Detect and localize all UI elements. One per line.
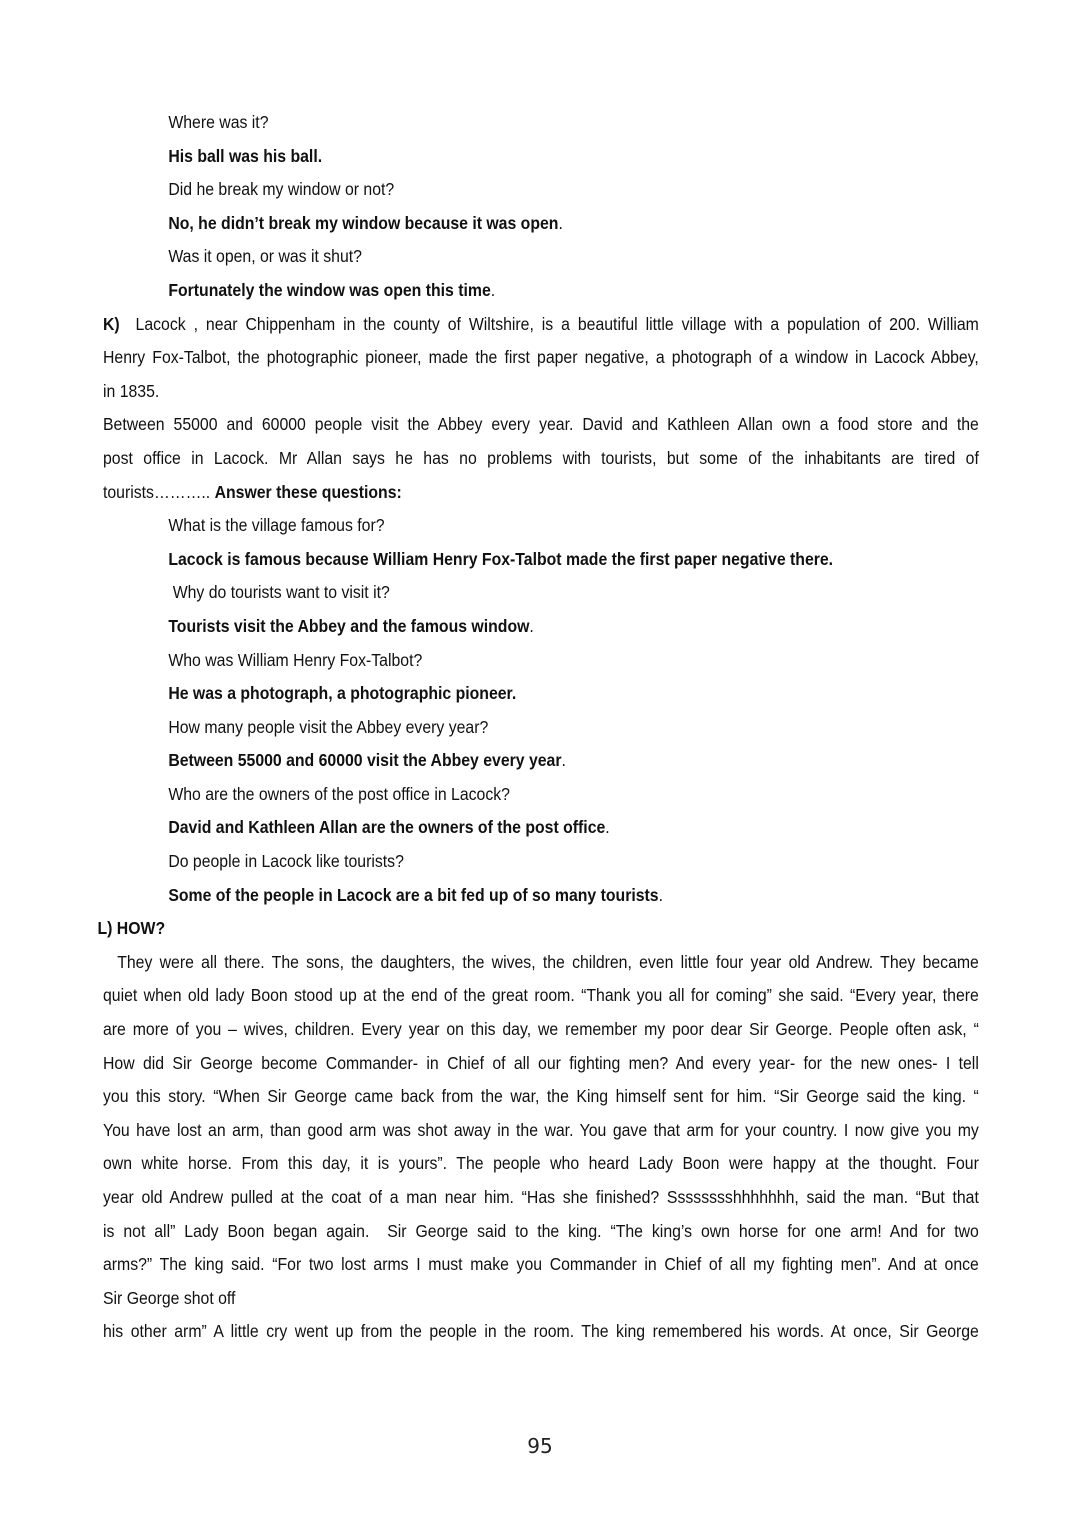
question: What is the village famous for? <box>168 515 385 536</box>
story-line: Sir George shot off <box>103 1287 236 1308</box>
section-k-line: post office in Lacock. Mr Allan says he has no problems with tourists, but some of the inhabitants are tired of <box>103 447 979 468</box>
story-line: own white horse. From this day, it is yours”. The people who heard Lady Boon were happy at the thought. Four <box>103 1153 979 1174</box>
qa-list <box>103 509 979 912</box>
story-line: year old Andrew pulled at the coat of a man near him. “Has she finished? Sssssssshhhhhhh, said the man. “But that <box>103 1187 979 1207</box>
answer: Tourists visit the Abbey and the famous window. <box>168 615 534 636</box>
section-l-heading: L) HOW? <box>97 918 166 939</box>
section-k <box>103 308 979 510</box>
story-line: arms?” The king said. “For two lost arms I must make you Commander in Chief of all my fighting men”. And at once <box>103 1254 979 1275</box>
answer: Lacock is famous because William Henry Fox-Talbot made the first paper negative there. <box>168 548 834 569</box>
dialogue-answer: His ball was his ball. <box>168 145 323 166</box>
section-k-label: K) <box>103 313 120 334</box>
story-line: is not all” Lady Boon began again. Sir George said to the king. “The king’s own horse for one arm! And for two <box>103 1220 979 1241</box>
section-k-instruction: Answer these questions: <box>214 481 402 502</box>
question: Who are the owners of the post office in Lacock? <box>168 783 510 804</box>
section-k-line: Between 55000 and 60000 people visit the Abbey every year. David and Kathleen Allan own a food store and the <box>103 414 979 435</box>
dialogue-answer: Fortunately the window was open this time. <box>168 279 496 300</box>
answer: Some of the people in Lacock are a bit fed up of so many tourists. <box>168 884 663 905</box>
story-line: You have lost an arm, than good arm was shot away in the war. You gave that arm for your country. I now give you my <box>103 1119 979 1140</box>
page-number: 95 <box>527 1434 553 1458</box>
story-line: How did Sir George become Commander- in Chief of all our fighting men? And every year- for the new ones- I tell <box>103 1052 979 1073</box>
section-l-story <box>103 946 979 1349</box>
question: How many people visit the Abbey every year? <box>168 716 489 737</box>
story-line: you this story. “When Sir George came back from the war, the King himself sent for him. “Sir George said the king. “ <box>103 1086 979 1107</box>
section-k-line: in 1835. <box>103 380 160 401</box>
dialogue-top <box>103 106 979 308</box>
dialogue-line: Did he break my window or not? <box>168 179 395 200</box>
question: Who was William Henry Fox-Talbot? <box>168 649 423 670</box>
answer: David and Kathleen Allan are the owners of the post office. <box>168 817 610 838</box>
dialogue-answer: No, he didn’t break my window because it was open. <box>168 212 563 233</box>
answer: He was a photograph, a photographic pioneer. <box>168 683 517 704</box>
page-content <box>97 106 979 1349</box>
story-line: quiet when old lady Boon stood up at the end of the great room. “Thank you all for coming” she said. “Every year, there <box>103 985 979 1006</box>
dialogue-line: Was it open, or was it shut? <box>168 246 362 267</box>
section-k-line: Henry Fox-Talbot, the photographic pioneer, made the first paper negative, a photograph of a window in Lacock Abbey, <box>103 347 979 368</box>
section-k-line: tourists……….. Answer these questions: <box>103 481 402 502</box>
question: Do people in Lacock like tourists? <box>168 851 404 872</box>
dialogue-line: Where was it? <box>168 112 269 132</box>
section-k-line: K) Lacock , near Chippenham in the county of Wiltshire, is a beautiful little village with a population of 200. William <box>103 313 979 334</box>
story-line: his other arm” A little cry went up from the people in the room. The king remembered his words. At once, Sir George <box>103 1321 979 1342</box>
answer: Between 55000 and 60000 visit the Abbey every year. <box>168 750 566 771</box>
story-line: are more of you – wives, children. Every year on this day, we remember my poor dear Sir George. People often ask, “ <box>103 1019 979 1040</box>
question: Why do tourists want to visit it? <box>168 582 390 603</box>
story-line: They were all there. The sons, the daughters, the wives, the children, even little four year old Andrew. They became <box>103 951 979 972</box>
